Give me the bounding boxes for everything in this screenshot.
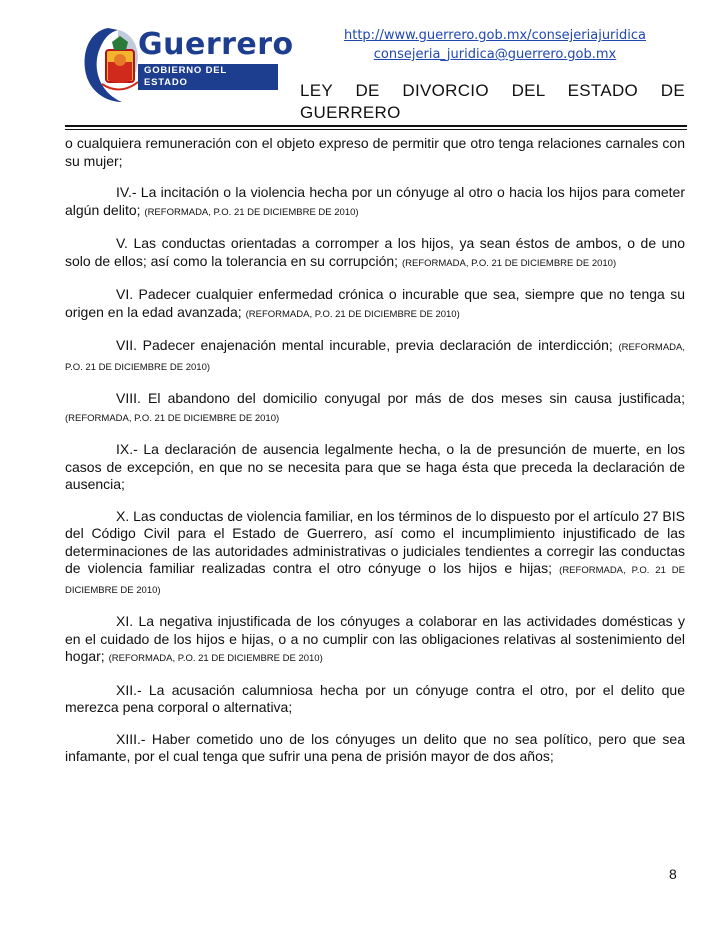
paragraph-continuation: o cualquiera remuneración con el objeto expreso de permitir que otro tenga relaciones carnales con su mujer; [65, 135, 685, 169]
document-body [65, 135, 685, 780]
header-rule [65, 125, 687, 127]
fraction-viii: VIII. El abandono del domicilio conyugal por más de dos meses sin causa justificada; (REFORMADA, P.O. 21 DE DICIEMBRE DE 2010) [65, 390, 685, 424]
contact-block [300, 26, 690, 64]
page-number: 8 [669, 866, 677, 882]
title-line-2: GUERRERO [300, 103, 401, 122]
logo-name: Guerrero [138, 27, 294, 62]
reform-note: (REFORMADA, P.O. 21 DE DICIEMBRE DE 2010) [401, 257, 617, 269]
logo-subtitle: GOBIERNO DEL ESTADO [138, 64, 278, 90]
guerrero-logo [78, 22, 294, 106]
document-title [300, 80, 685, 124]
fraction-vii: VII. Padecer enajenación mental incurable, previa declaración de interdicción; (REFORMADA, P.O. 21 DE DICIEMBRE DE 2010) [65, 337, 686, 373]
logo-wordmark [138, 28, 294, 90]
email-link[interactable]: consejeria_juridica@guerrero.gob.mx [373, 47, 617, 62]
reform-note: (REFORMADA, P.O. 21 DE DICIEMBRE DE 2010) [65, 342, 686, 373]
fraction-vi: VI. Padecer cualquier enfermedad crónica o incurable que sea, siempre que no tenga su origen en la edad avanzada; (REFORMADA, P.O. 21 DE DICIEMBRE DE 2010) [65, 286, 685, 320]
fraction-xii: XII.- La acusación calumniosa hecha por un cónyuge contra el otro, por el delito que merezca pena corporal o alternativa; [65, 681, 685, 715]
website-link[interactable]: http://www.guerrero.gob.mx/consejeriajuridica [344, 28, 646, 43]
fraction-v: V. Las conductas orientadas a corromper a los hijos, ya sean éstos de ambos, o de uno solo de ellos; así como la tolerancia en su corrupción; (REFORMADA, P.O. 21 DE DICIEMBRE DE 2010) [65, 235, 685, 269]
title-line-1: LEY DE DIVORCIO DEL ESTADO DE [300, 81, 685, 100]
fraction-ix: IX.- La declaración de ausencia legalmente hecha, o la de presunción de muerte, en los casos de excepción, en que no se necesita para que se haga ésta que preceda la declaración de ausencia; [65, 441, 685, 492]
fraction-xiii: XIII.- Haber cometido uno de los cónyuges un delito que no sea político, pero que sea infamante, por el cual tenga que sufrir una pena de prisión mayor de dos años; [65, 730, 685, 764]
reform-note: (REFORMADA, P.O. 21 DE DICIEMBRE DE 2010) [108, 653, 323, 664]
fraction-iv: IV.- La incitación o la violencia hecha por un cónyuge al otro o hacia los hijos para cometer algún delito; (REFORMADA, P.O. 21 DE DICIEMBRE DE 2010) [65, 184, 685, 218]
fraction-x: X. Las conductas de violencia familiar, en los términos de lo dispuesto por el artículo 27 BIS del Código Civil para el Estado de Guerrero, así como el incumplimiento injustificado de las determinaciones de las autoridades administrativas o judiciales tendientes a corregir las conductas de violencia familiar realizadas contra el otro cónyuge o los hijos e hijas; (REFORMADA, P.O. 21 DE DICIEMBRE DE 2010) [65, 507, 685, 596]
header-rule-thin [65, 129, 687, 130]
reform-note: (REFORMADA, P.O. 21 DE DICIEMBRE DE 2010) [144, 206, 359, 218]
reform-note: (REFORMADA, P.O. 21 DE DICIEMBRE DE 2010) [65, 412, 280, 424]
reform-note: (REFORMADA, P.O. 21 DE DICIEMBRE DE 2010) [65, 565, 685, 596]
reform-note: (REFORMADA, P.O. 21 DE DICIEMBRE DE 2010) [245, 308, 460, 320]
fraction-xi: XI. La negativa injustificada de los cónyuges a colaborar en las actividades domésticas y en el cuidado de los hijos e hijas, o a no cumplir con las obligaciones relativas al sostenimiento del hogar; (REFORMADA, P.O. 21 DE DICIEMBRE DE 2010) [65, 613, 685, 664]
